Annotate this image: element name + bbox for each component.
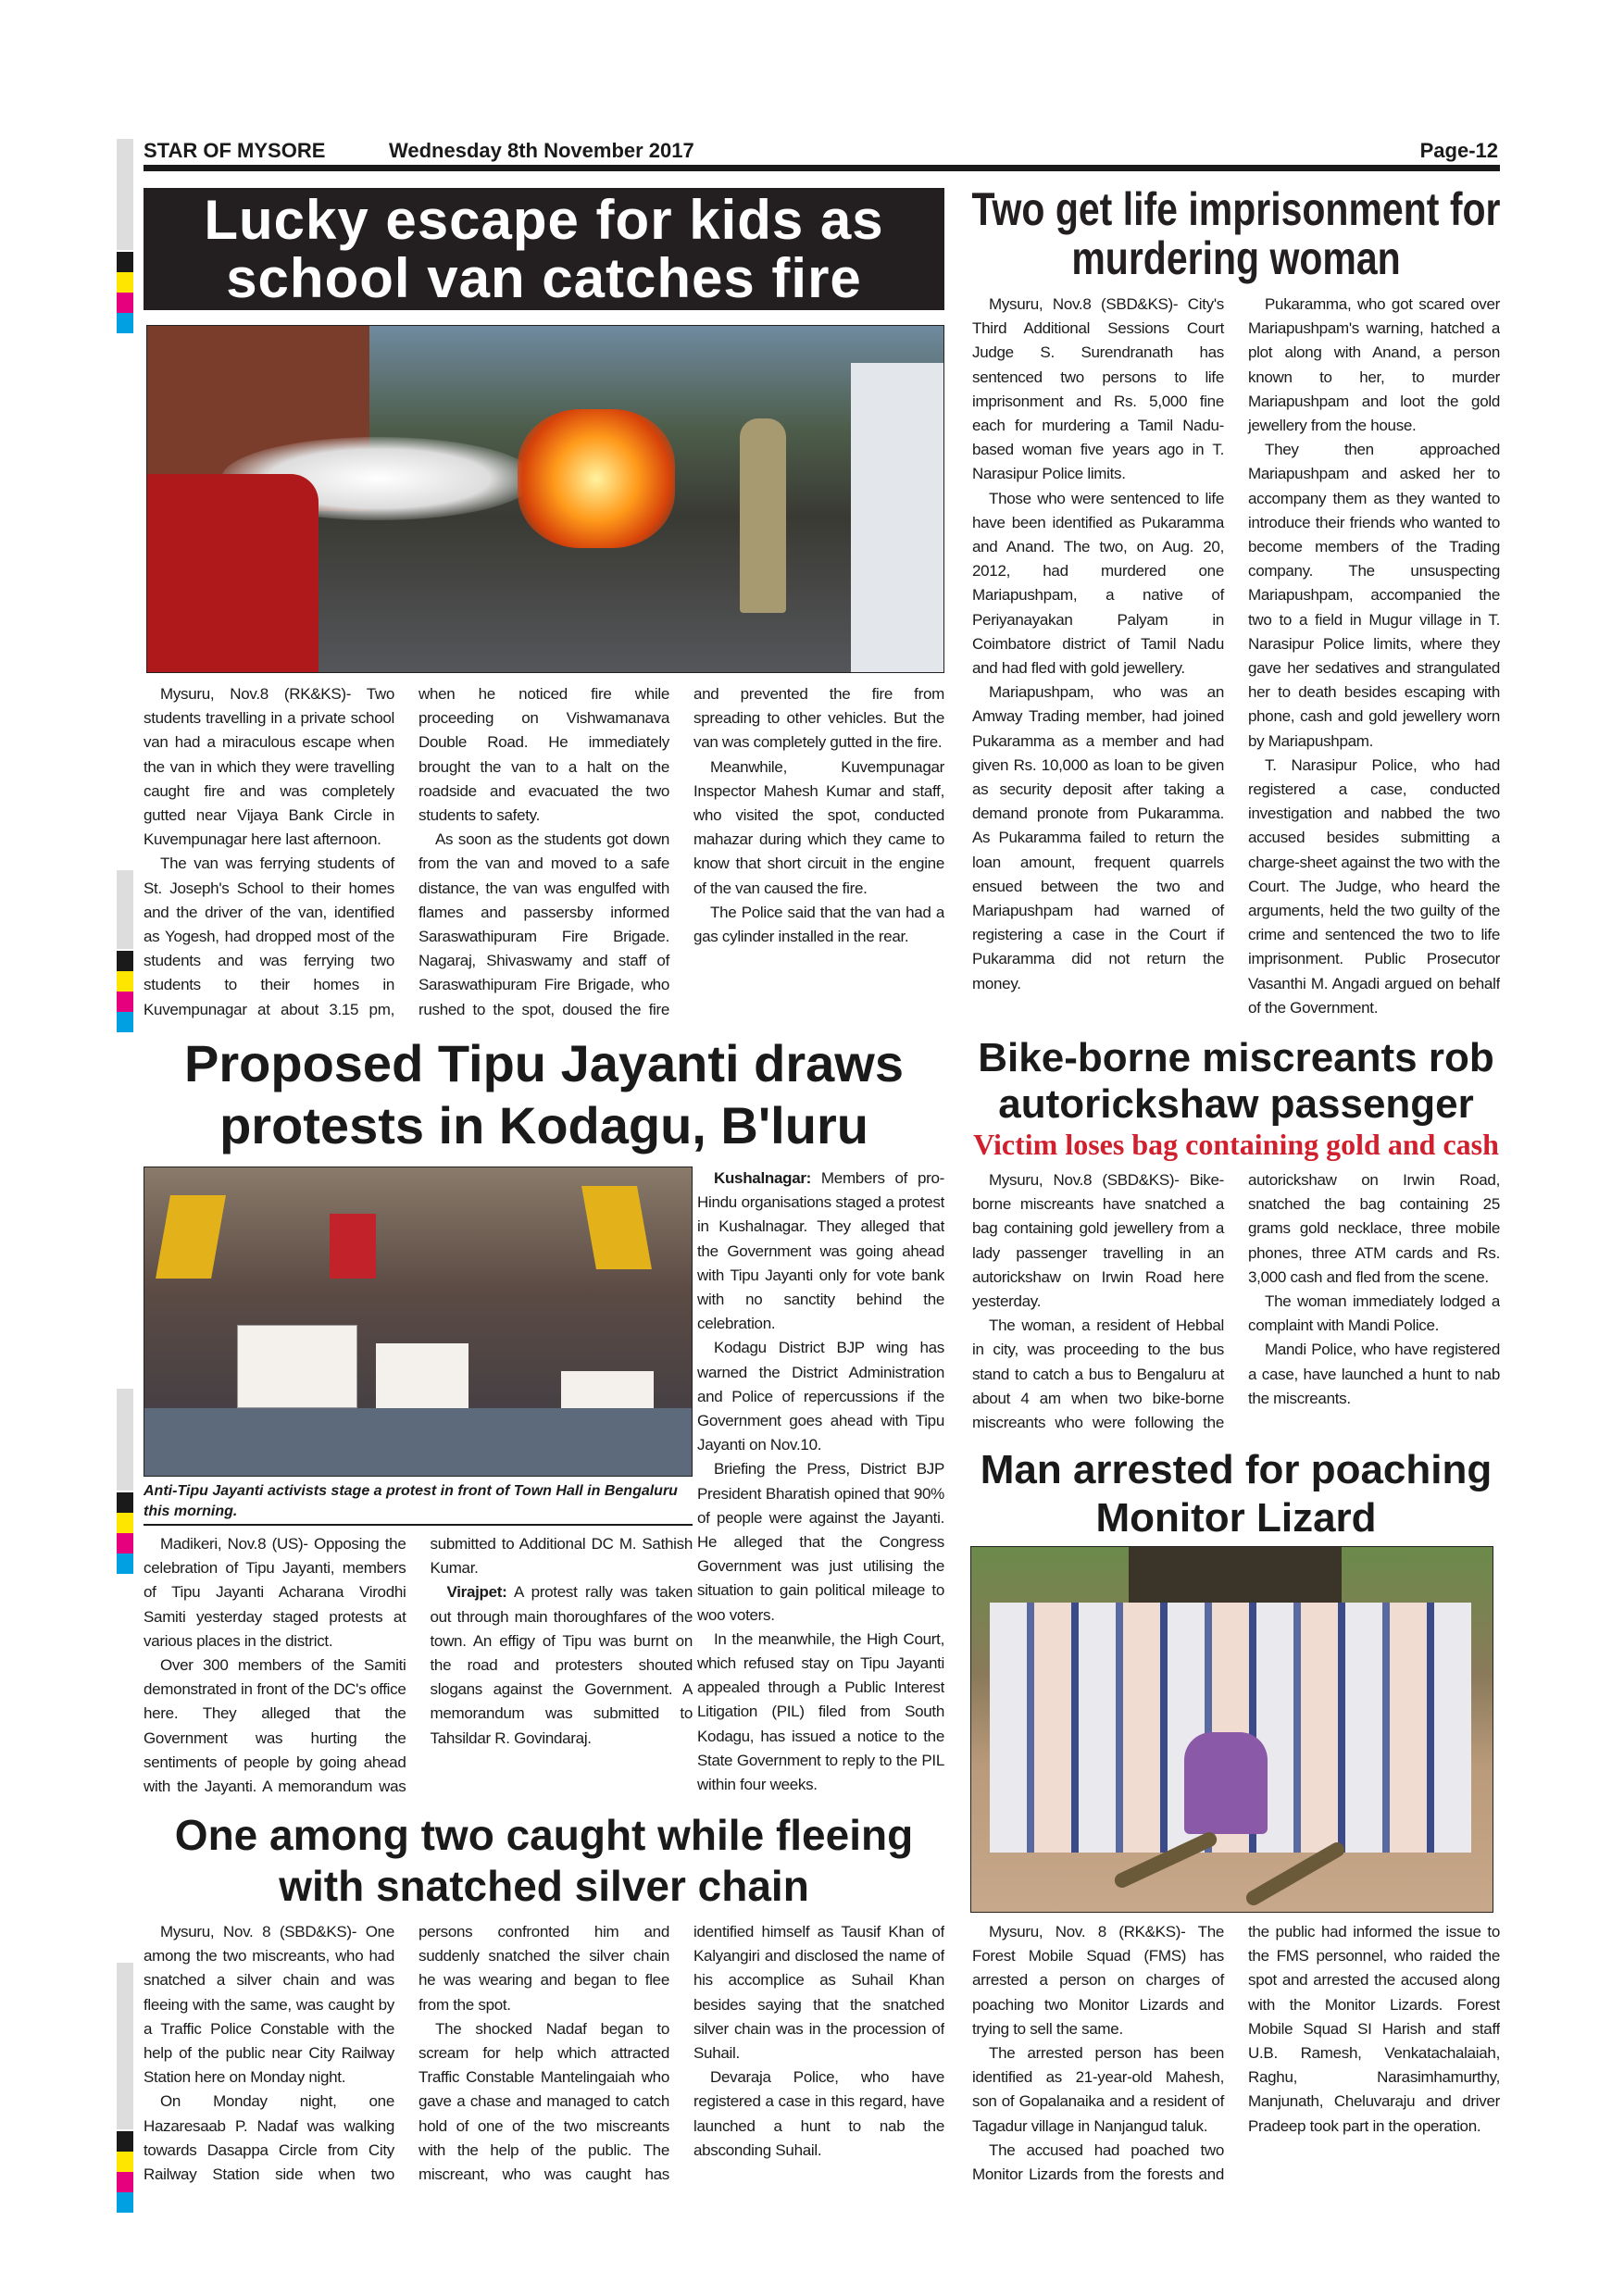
paragraph: The woman immediately lodged a complaint with Mandi Police.: [1248, 1292, 1500, 1335]
bike-subhead: Victim loses bag containing gold and cash: [973, 1128, 1499, 1161]
dateline-virajpet: Virajpet:: [446, 1583, 507, 1602]
paragraph: Kodagu District BJP wing has warned the District Administration and Police of repercussions if the Government goes ahead with Tipu Jayanti on Nov.10.: [697, 1339, 944, 1454]
burning-van: [518, 409, 675, 548]
paragraph: As soon as the students got down from the van and moved to a safe distance, the van was engulfed with flames and passersby informed Saraswathipuram Fire Brigade. Nagaraj, Shivaswamy and staff of Saraswathipuram Fire Brigade, who rushed to the spot, doused the fire and prevented the fire from spreading to other vehicles. But the van was completely gutted in the fire.: [418, 685, 944, 1018]
paragraph: Mysuru, Nov. 8 (RK&KS)- The Forest Mobile Squad (FMS) has arrested a person on charges of poaching two Monitor Lizards and trying to sell the same.: [972, 1923, 1224, 2038]
paragraph: Mysuru, Nov.8 (SBD&KS)- Bike-borne miscreants have snatched a bag containing gold jewellery from a lady passenger travelling in an autorickshaw on Irwin Road here yesterday.: [972, 1171, 1224, 1311]
paragraph: Mysuru, Nov. 8 (SBD&KS)- One among the two miscreants, who had snatched a silver chain and was fleeing with the same, was caught by a Traffic Police Constable with the help of the public near City Railway Station here on Monday night.: [144, 1923, 394, 2087]
paragraph: [697, 1167, 944, 1336]
lizard-headline: Man arrested for poaching Monitor Lizard: [980, 1447, 1493, 1541]
fire-headline-box: [144, 188, 944, 310]
lizard-arrest-photo: [970, 1546, 1493, 1913]
paragraph: Over 300 members of the Samiti demonstrated in front of the DC's office here. They alleged that the Government was hurting the sentiments of people by going ahead with the Jayanti. A memorandum was submitted to Additional DC M. Sathish Kumar.: [144, 1535, 693, 1796]
registration-bar: [117, 870, 133, 949]
paragraph: In the meanwhile, the High Court, which refused stay on Tipu Jayanti appealed through a Public Interest Litigation (PIL) filed from South Kodagu, has issued a notice to the State Government to reply to the PIL within four weeks.: [697, 1629, 944, 1794]
color-registration-marks: [117, 1492, 133, 1574]
registration-bar: [117, 1963, 133, 2129]
paragraph: On Monday night, one Hazaresaab P. Nadaf was walking towards Dasappa Circle from City Railway Station side when two persons confronted him and suddenly snatched the silver chain he was wearing and began to flee from the spot.: [144, 1923, 669, 2184]
paragraph: Mandi Police, who have registered a case, have launched a hunt to nab the miscreants.: [1248, 1341, 1500, 1407]
paragraph: The Police said that the van had a gas cylinder installed in the rear.: [693, 903, 944, 946]
dateline-kushalnagar: Kushalnagar:: [714, 1169, 812, 1187]
paragraph: Those who were sentenced to life have been identified as Pukaramma and Anand. The two, on Aug. 20, 2012, had murdered one Mariapushpam, a native of Periyanayakan Palyam in Coimbatore district of Tamil Nadu and had fled with gold jewellery.: [972, 489, 1224, 678]
fire-article-body: [144, 682, 944, 1025]
fire-engine: [147, 474, 319, 673]
firefighter: [740, 418, 786, 613]
life-headline-wrap: [972, 185, 1500, 282]
flag: [156, 1195, 226, 1279]
paragraph: T. Narasipur Police, who had registered a case, conducted investigation and nabbed the two accused besides submitting a charge-sheet against the two with the Court. The Judge, who heard the arguments, held the two guilty of the crime and sentenced the two to life imprisonment. Public Prosecutor Vasanthi M. Angadi argued on behalf of the Government.: [1248, 755, 1500, 1017]
tipu-article-body: [144, 1532, 693, 1801]
chain-article-body: [144, 1920, 944, 2189]
registration-bar: [117, 1389, 133, 1491]
issue-date: Wednesday 8th November 2017: [389, 139, 694, 162]
flag: [330, 1214, 376, 1279]
placard: [237, 1325, 357, 1408]
color-registration-marks: [117, 2131, 133, 2213]
life-article-body: [972, 293, 1500, 1024]
chain-headline: One among two caught while fleeing with snatched silver chain: [174, 1811, 914, 1911]
crowd: [144, 1408, 693, 1477]
paragraph: The shocked Nadaf began to scream for help which attracted Traffic Constable Mantelingaiah who gave a chase and managed to catch hold of one of the two miscreants with the help of the public. The miscreant, who was caught has identified himself as Tausif Khan of Kalyangiri and disclosed the name of his accomplice as Suhail Khan besides saying that the snatched silver chain was in the procession of Suhail.: [418, 1923, 944, 2184]
flag: [581, 1186, 652, 1269]
registration-bar: [117, 139, 133, 250]
paragraph: Meanwhile, Kuvempunagar Inspector Mahesh Kumar and staff, who visited the spot, conducted mahazar during which they came to know that short circuit in the engine of the van caused the fire.: [693, 757, 944, 897]
lizard-article-body: [972, 1920, 1500, 2189]
paragraph: They then approached Mariapushpam and asked her to accompany them as they wanted to introduce their friends who wanted to become members of the Trading company. The unsuspecting Mariapushpam, accompanied the two to a field in Mugur village in T. Narasipur Police limits, where they gave her sedatives and strangulated her to death besides escaping with phone, cash and gold jewellery worn by Mariapushpam.: [1248, 441, 1500, 750]
color-registration-marks: [117, 252, 133, 333]
life-headline: Two get life imprisonment for murdering woman: [971, 183, 1501, 284]
paragraph: Madikeri, Nov.8 (US)- Opposing the celebration of Tipu Jayanti, members of Tipu Jayanti Acharana Virodhi Samiti yesterday staged protests at various places in the district.: [144, 1535, 406, 1650]
fire-headline: Lucky escape for kids as school van catches fire: [204, 189, 884, 309]
placard: [376, 1343, 468, 1408]
paragraph: Briefing the Press, District BJP President Bharatish opined that 90% of people were against the Jayanti. He alleged that the Congress Government was just utilising the situation to gain political mileage to woo voters.: [697, 1460, 944, 1624]
paragraph: [431, 1580, 693, 1750]
bike-headline: Bike-borne miscreants rob autorickshaw passenger: [978, 1035, 1494, 1127]
fire-photo: [146, 325, 944, 673]
tipu-photo-caption: Anti-Tipu Jayanti activists stage a protest in front of Town Hall in Bengaluru this morning.: [144, 1481, 693, 1526]
paragraph-text: A protest rally was taken out through main thoroughfares of the town. An effigy of Tipu was burnt on the road and protesters shouted slogans against the Government. A memorandum was submitted to Tahsildar R. Govindaraj.: [430, 1583, 693, 1747]
bike-article-body: [972, 1168, 1500, 1437]
paragraph: Mysuru, Nov.8 (RK&KS)- Two students travelling in a private school van had a miraculous escape when the van in which they were travelling caught fire and was completely gutted near Vijaya Bank Circle in Kuvempunagar here last afternoon.: [144, 685, 394, 849]
white-vehicle: [851, 363, 944, 673]
paragraph: Mysuru, Nov.8 (SBD&KS)- City's Third Additional Sessions Court Judge S. Surendranath has sentenced two persons to life imprisonment and Rs. 5,000 fine each for murdering a Tamil Nadu-based woman five years ago in T. Narasipur Police limits.: [972, 295, 1224, 483]
color-registration-marks: [117, 951, 133, 1032]
paragraph: Mariapushpam, who was an Amway Trading member, had joined Pukaramma as a member and had given Rs. 10,000 as loan to be given as security deposit after taking a demand pronote from Pukaramma. As Pukaramma failed to return the loan amount, frequent quarrels ensued between the two and Mariapushpam had warned of registering a case in the Court if Pukaramma did not return the money.: [972, 683, 1224, 992]
paragraph: The arrested person has been identified as 21-year-old Mahesh, son of Gopalanaika and a resident of Tagadur village in Nanjangud taluk.: [972, 2044, 1224, 2135]
arrested-person: [1184, 1732, 1268, 1834]
header-rule: [144, 165, 1500, 171]
paragraph: The accused had poached two Monitor Lizards from the forests and the public had informed the issue to the FMS personnel, who raided the spot and arrested the accused along with the Monitor Lizards. Forest Mobile Squad SI Harish and staff U.B. Ramesh, Venkatachalaiah, Raghu, Narasimhamurthy, Manjunath, Cheluvaraju and driver Pradeep took part in the operation.: [972, 1923, 1500, 2184]
paragraph: Pukaramma, who got scared over Mariapushpam's warning, hatched a plot along with Anand, a person known to her, to murder Mariapushpam and loot the gold jewellery from the house.: [1248, 295, 1500, 435]
paragraph: The van was ferrying students of St. Joseph's School to their homes and the driver of the van, identified as Yogesh, had dropped most of the students and was ferrying two students to their homes in Kuvempunagar at about 3.15 pm, when he noticed fire while proceeding on Vishwamanava Double Road. He immediately brought the van to a halt on the roadside and evacuated the two students to safety.: [144, 685, 669, 1018]
newspaper-name: STAR OF MYSORE: [144, 139, 326, 162]
tipu-article-body-continued: [697, 1167, 944, 1801]
tipu-headline: Proposed Tipu Jayanti draws protests in Kodagu, B'luru: [184, 1034, 904, 1155]
page-number: Page-12: [1419, 139, 1498, 162]
tipu-protest-photo: [144, 1167, 693, 1477]
paragraph-text: Members of pro-Hindu organisations staged a protest in Kushalnagar. They alleged that the Government was going ahead with Tipu Jayanti only for vote bank with no sanctity behind the celebration.: [697, 1169, 944, 1333]
paragraph: The woman, a resident of Hebbal in city, was proceeding to the bus stand to catch a bus to Bengaluru at about 4 am when two bike-borne miscreants who were following the autorickshaw on Irwin Road, snatched the bag containing 25 grams gold necklace, three mobile phones, three ATM cards and Rs. 3,000 cash and fled from the scene.: [972, 1171, 1500, 1432]
paragraph: Devaraja Police, who have registered a case in this regard, have launched a hunt to nab the absconding Suhail.: [693, 2068, 944, 2159]
